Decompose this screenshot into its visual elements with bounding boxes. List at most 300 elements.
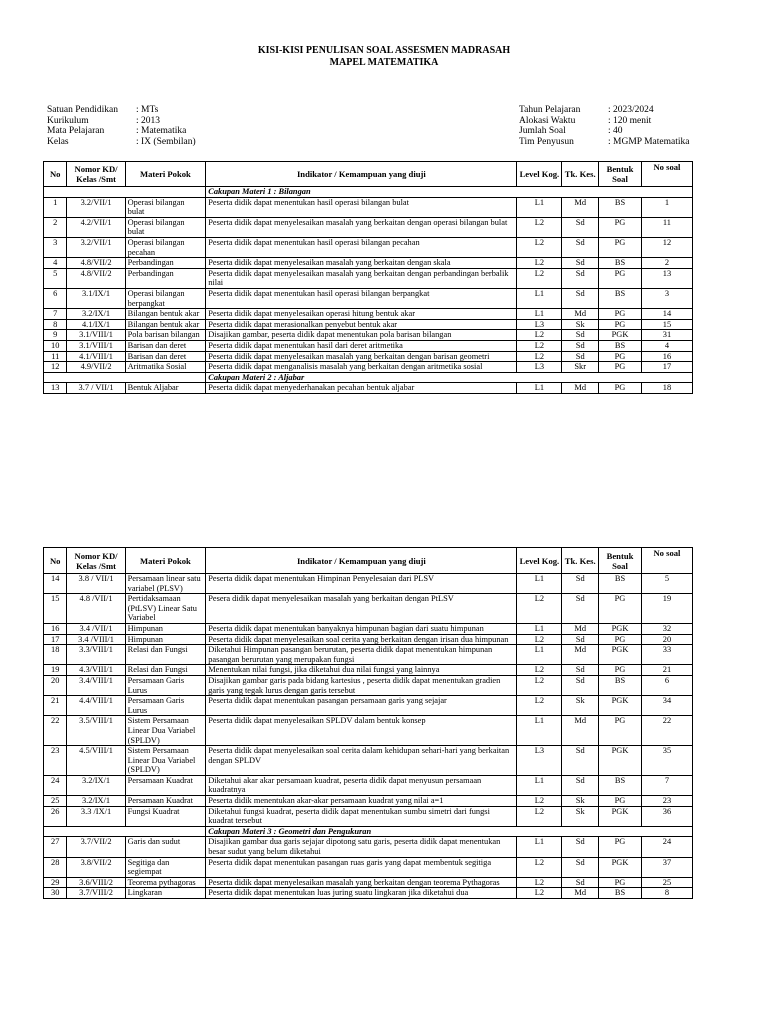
cell-level: L2 (517, 594, 562, 624)
cell-level: L1 (517, 645, 562, 665)
section-title: Cakupan Materi 2 : Aljabar (206, 372, 693, 383)
cell-materi: Persamaan Garis Lurus (125, 675, 206, 695)
cell-tk: Skr (562, 362, 599, 373)
cell-kd: 3.5/VIII/1 (67, 716, 125, 746)
info-value: : Matematika (136, 126, 187, 136)
cell-level: L1 (517, 837, 562, 857)
cell-nosoal: 23 (641, 796, 692, 807)
info-left (47, 105, 196, 147)
cell-indikator: Peserta didik dapat menyelesaikan masalah yang berkaitan dengan operasi bilangan bulat (206, 217, 517, 237)
cell-no: 26 (44, 806, 67, 826)
cell-tk: Md (562, 309, 599, 320)
cell-no: 3 (44, 237, 67, 257)
table-row (44, 330, 693, 341)
cell-no: 28 (44, 857, 67, 877)
cell-bentuk: BS (599, 197, 642, 217)
cell-tk: Sd (562, 665, 599, 676)
section-row (44, 187, 693, 198)
cell-tk: Sk (562, 696, 599, 716)
cell-level: L2 (517, 634, 562, 645)
table-row (44, 340, 693, 351)
cell-bentuk: PG (599, 594, 642, 624)
cell-bentuk: PG (599, 665, 642, 676)
cell-nosoal: 19 (641, 594, 692, 624)
cell-tk: Md (562, 888, 599, 899)
cell-materi: Operasi bilangan pecahan (125, 237, 206, 257)
cell-tk: Md (562, 716, 599, 746)
section-spacer (44, 187, 206, 198)
table-row (44, 383, 693, 394)
cell-tk: Sk (562, 806, 599, 826)
cell-nosoal: 8 (641, 888, 692, 899)
table-row (44, 237, 693, 257)
cell-kd: 3.2/IX/1 (67, 775, 125, 795)
header-bentuk: Bentuk Soal (599, 162, 642, 187)
info-value: : IX (Sembilan) (136, 136, 196, 147)
cell-indikator: Pesera didik dapat menyelesaikan masalah yang berkaitan dengan PtLSV (206, 594, 517, 624)
cell-materi: Perbandingan (125, 258, 206, 269)
cell-bentuk: PGK (599, 696, 642, 716)
cell-indikator: Peserta didik dapat menentukan hasil dari deret aritmetika (206, 340, 517, 351)
cell-indikator: Menentukan nilai fungsi, jika diketahui dua nilai fungsi yang lainnya (206, 665, 517, 676)
info-label: Mata Pelajaran (47, 126, 105, 136)
cell-bentuk: PG (599, 877, 642, 888)
table-row (44, 309, 693, 320)
cell-bentuk: PG (599, 319, 642, 330)
cell-level: L3 (517, 319, 562, 330)
table-row (44, 351, 693, 362)
cell-no: 21 (44, 696, 67, 716)
table-row (44, 857, 693, 877)
section-row (44, 826, 693, 837)
cell-kd: 3.1/IX/1 (67, 288, 125, 308)
cell-materi: Barisan dan deret (125, 351, 206, 362)
info-value: : 2013 (136, 115, 161, 126)
cell-kd: 3.1/VIII/1 (67, 340, 125, 351)
cell-level: L1 (517, 623, 562, 634)
cell-no: 9 (44, 330, 67, 341)
cell-nosoal: 5 (641, 574, 692, 594)
info-label: Kelas (47, 136, 69, 147)
cell-indikator: Diketahui akar akar persamaan kuadrat, peserta didik dapat menyusun persamaan kuadratnya (206, 775, 517, 795)
cell-indikator: Peserta didik dapat menentukan hasil operasi bilangan bulat (206, 197, 517, 217)
info-value: : 120 menit (608, 115, 652, 126)
cell-tk: Sd (562, 237, 599, 257)
cell-nosoal: 15 (641, 319, 692, 330)
info-row (47, 137, 196, 148)
cell-tk: Sd (562, 877, 599, 888)
cell-materi: Garis dan sudut (125, 837, 206, 857)
document-title: KISI-KISI PENULISAN SOAL ASSESMEN MADRASAH (257, 45, 511, 56)
cell-indikator: Peserta didik dapat menyelesaikan SPLDV dalam bentuk konsep (206, 716, 517, 746)
info-row (47, 116, 196, 127)
cell-tk: Sd (562, 857, 599, 877)
cell-kd: 3.2/VII/1 (67, 197, 125, 217)
table-row (44, 319, 693, 330)
cell-bentuk: PG (599, 351, 642, 362)
cell-tk: Sd (562, 594, 599, 624)
cell-no: 7 (44, 309, 67, 320)
section-title: Cakupan Materi 1 : Bilangan (206, 187, 693, 198)
cell-indikator: Peserta didik dapat menentukan pasangan ruas garis yang dapat membentuk segitiga (206, 857, 517, 877)
cell-tk: Md (562, 645, 599, 665)
cell-bentuk: PG (599, 796, 642, 807)
cell-materi: Barisan dan deret (125, 340, 206, 351)
cell-no: 11 (44, 351, 67, 362)
cell-level: L2 (517, 351, 562, 362)
cell-indikator: Peserta didik dapat menyelesaikan masalah yang berkaitan dengan barisan geometri (206, 351, 517, 362)
cell-bentuk: PGK (599, 645, 642, 665)
header-kd: Nomor KD/ Kelas /Smt (67, 162, 125, 187)
table-row (44, 217, 693, 237)
cell-bentuk: PG (599, 217, 642, 237)
cell-bentuk: BS (599, 888, 642, 899)
cell-tk: Sd (562, 217, 599, 237)
header-materi: Materi Pokok (125, 162, 206, 187)
cell-kd: 3.3 /IX/1 (67, 806, 125, 826)
cell-tk: Sd (562, 746, 599, 776)
cell-level: L2 (517, 696, 562, 716)
cell-nosoal: 32 (641, 623, 692, 634)
table-row (44, 197, 693, 217)
cell-bentuk: PG (599, 716, 642, 746)
cell-level: L2 (517, 330, 562, 341)
info-value: : MGMP Matematika (608, 136, 690, 147)
cell-indikator: Peserta didik dapat menentukan hasil operasi bilangan pecahan (206, 237, 517, 257)
cell-level: L2 (517, 665, 562, 676)
cell-kd: 4.4/VIII/1 (67, 696, 125, 716)
cell-level: L2 (517, 806, 562, 826)
cell-tk: Sd (562, 574, 599, 594)
cell-kd: 3.2/VII/1 (67, 237, 125, 257)
cell-level: L1 (517, 574, 562, 594)
section-spacer (44, 372, 206, 383)
cell-bentuk: PGK (599, 330, 642, 341)
cell-kd: 3.7 / VII/1 (67, 383, 125, 394)
info-right (519, 105, 689, 147)
info-value: : 40 (608, 126, 623, 136)
cell-nosoal: 22 (641, 716, 692, 746)
cell-tk: Sd (562, 268, 599, 288)
cell-indikator: Peserta didik dapat menganalisis masalah yang berkaitan dengan aritmetika sosial (206, 362, 517, 373)
cell-indikator: Peserta didik dapat menentukan luas juring suatu lingkaran jika diketahui dua (206, 888, 517, 899)
cell-indikator: Peserta didik dapat menyelesaikan masalah yang berkaitan dengan teorema Pythagoras (206, 877, 517, 888)
cell-indikator: Disajikan gambar dua garis sejajar dipotong satu garis, peserta didik dapat menentukan besar sudut yang belum diketahui (206, 837, 517, 857)
cell-materi: Pertidaksamaan (PtLSV) Linear Satu Variabel (125, 594, 206, 624)
info-row (519, 126, 689, 137)
table-row (44, 645, 693, 665)
section-title: Cakupan Materi 3 : Geometri dan Pengukuran (206, 826, 693, 837)
header-level: Level Kog. (517, 548, 562, 574)
cell-materi: Persamaan Garis Lurus (125, 696, 206, 716)
table-row (44, 796, 693, 807)
table-header-row (44, 162, 693, 187)
cell-tk: Md (562, 383, 599, 394)
cell-no: 23 (44, 746, 67, 776)
cell-indikator: Peserta didik dapat menentukan Himpinan Penyelesaian dari PLSV (206, 574, 517, 594)
cell-bentuk: BS (599, 675, 642, 695)
cell-tk: Sd (562, 330, 599, 341)
cell-materi: Pola barisan bilangan (125, 330, 206, 341)
cell-no: 16 (44, 623, 67, 634)
cell-kd: 3.8/VII/2 (67, 857, 125, 877)
cell-nosoal: 4 (641, 340, 692, 351)
cell-indikator: Disajikan gambar, peserta didik dapat menentukan pola barisan bilangan (206, 330, 517, 341)
cell-no: 8 (44, 319, 67, 330)
cell-level: L1 (517, 383, 562, 394)
cell-materi: Segitiga dan segiempat (125, 857, 206, 877)
cell-tk: Sd (562, 634, 599, 645)
header-nosoal: No soal (641, 162, 692, 187)
cell-no: 17 (44, 634, 67, 645)
cell-bentuk: PG (599, 309, 642, 320)
cell-no: 6 (44, 288, 67, 308)
cell-level: L2 (517, 217, 562, 237)
cell-bentuk: PGK (599, 623, 642, 634)
cell-bentuk: PG (599, 837, 642, 857)
cell-level: L2 (517, 888, 562, 899)
cell-bentuk: BS (599, 288, 642, 308)
cell-level: L1 (517, 197, 562, 217)
document-subtitle: MAPEL MATEMATIKA (329, 57, 439, 68)
cell-indikator: Peserta didik dapat menyederhanakan pecahan bentuk aljabar (206, 383, 517, 394)
cell-level: L2 (517, 268, 562, 288)
cell-kd: 3.4/VIII/1 (67, 675, 125, 695)
cell-bentuk: BS (599, 340, 642, 351)
cell-tk: Sd (562, 258, 599, 269)
cell-bentuk: BS (599, 574, 642, 594)
cell-nosoal: 36 (641, 806, 692, 826)
cell-nosoal: 31 (641, 330, 692, 341)
cell-level: L1 (517, 309, 562, 320)
section-row (44, 372, 693, 383)
cell-bentuk: PGK (599, 746, 642, 776)
cell-materi: Operasi bilangan berpangkat (125, 288, 206, 308)
info-label: Alokasi Waktu (519, 115, 576, 126)
cell-nosoal: 35 (641, 746, 692, 776)
cell-materi: Aritmatika Sosial (125, 362, 206, 373)
table-row (44, 716, 693, 746)
cell-no: 29 (44, 877, 67, 888)
cell-tk: Sk (562, 319, 599, 330)
info-row (47, 126, 196, 137)
cell-bentuk: PG (599, 362, 642, 373)
cell-no: 4 (44, 258, 67, 269)
cell-indikator: Disajikan gambar garis pada bidang kartesius , peserta didik dapat menentukan gradien garis yang tegak lurus dengan garis tersebut (206, 675, 517, 695)
cell-materi: Perbandingan (125, 268, 206, 288)
cell-nosoal: 6 (641, 675, 692, 695)
cell-bentuk: PG (599, 383, 642, 394)
info-value: : 2023/2024 (608, 105, 654, 115)
cell-indikator: Peserta didik dapat menyelesaikan operasi hitung bentuk akar (206, 309, 517, 320)
cell-level: L2 (517, 857, 562, 877)
cell-bentuk: PG (599, 268, 642, 288)
cell-bentuk: PG (599, 237, 642, 257)
info-label: Jumlah Soal (519, 126, 566, 136)
cell-tk: Sk (562, 796, 599, 807)
header-indikator: Indikator / Kemampuan yang diuji (206, 548, 517, 574)
cell-no: 25 (44, 796, 67, 807)
cell-no: 12 (44, 362, 67, 373)
table-row (44, 775, 693, 795)
cell-no: 24 (44, 775, 67, 795)
header-bentuk: Bentuk Soal (599, 548, 642, 574)
cell-no: 15 (44, 594, 67, 624)
cell-indikator: Peserta didik menentukan akar-akar persamaan kuadrat yang nilai a=1 (206, 796, 517, 807)
table-row (44, 665, 693, 676)
cell-kd: 4.2/VII/1 (67, 217, 125, 237)
cell-nosoal: 16 (641, 351, 692, 362)
cell-nosoal: 20 (641, 634, 692, 645)
info-label: Tim Penyusun (519, 136, 574, 147)
cell-tk: Sd (562, 837, 599, 857)
cell-kd: 3.6/VIII/2 (67, 877, 125, 888)
cell-indikator: Peserta didik dapat menyelesaikan masalah yang berkaitan dengan perbandingan berbalik nilai (206, 268, 517, 288)
cell-nosoal: 25 (641, 877, 692, 888)
cell-no: 10 (44, 340, 67, 351)
cell-nosoal: 13 (641, 268, 692, 288)
cell-level: L1 (517, 716, 562, 746)
cell-bentuk: BS (599, 258, 642, 269)
cell-kd: 4.8/VII/2 (67, 258, 125, 269)
cell-materi: Himpunan (125, 623, 206, 634)
table-row (44, 268, 693, 288)
cell-kd: 4.8/VII/2 (67, 268, 125, 288)
cell-nosoal: 3 (641, 288, 692, 308)
cell-nosoal: 17 (641, 362, 692, 373)
cell-level: L2 (517, 796, 562, 807)
cell-indikator: Peserta didik dapat menentukan banyaknya himpunan bagian dari suatu himpunan (206, 623, 517, 634)
table-row (44, 623, 693, 634)
cell-kd: 3.8 / VII/1 (67, 574, 125, 594)
cell-tk: Sd (562, 675, 599, 695)
cell-nosoal: 2 (641, 258, 692, 269)
table-row (44, 362, 693, 373)
cell-indikator: Peserta didik dapat menentukan pasangan persamaan garis yang sejajar (206, 696, 517, 716)
cell-materi: Operasi bilangan bulat (125, 217, 206, 237)
table-row (44, 574, 693, 594)
info-row (519, 116, 689, 127)
cell-no: 14 (44, 574, 67, 594)
cell-no: 2 (44, 217, 67, 237)
table-row (44, 634, 693, 645)
header-kd: Nomor KD/ Kelas /Smt (67, 548, 125, 574)
table-row (44, 888, 693, 899)
cell-nosoal: 21 (641, 665, 692, 676)
cell-nosoal: 34 (641, 696, 692, 716)
cell-materi: Relasi dan Fungsi (125, 645, 206, 665)
cell-kd: 3.7/VIII/2 (67, 888, 125, 899)
cell-no: 22 (44, 716, 67, 746)
cell-materi: Relasi dan Fungsi (125, 665, 206, 676)
cell-materi: Teorema pythagoras (125, 877, 206, 888)
cell-kd: 3.2/IX/1 (67, 309, 125, 320)
cell-tk: Sd (562, 775, 599, 795)
table-header-row (44, 548, 693, 574)
cell-kd: 4.1/IX/1 (67, 319, 125, 330)
cell-kd: 3.7/VII/2 (67, 837, 125, 857)
cell-materi: Bilangan bentuk akar (125, 319, 206, 330)
header-tk: Tk. Kes. (562, 548, 599, 574)
cell-nosoal: 37 (641, 857, 692, 877)
cell-materi: Sistem Persamaan Linear Dua Variabel (SPLDV) (125, 746, 206, 776)
table-row (44, 806, 693, 826)
cell-nosoal: 33 (641, 645, 692, 665)
cell-kd: 4.3/VIII/1 (67, 665, 125, 676)
cell-bentuk: BS (599, 775, 642, 795)
cell-tk: Md (562, 197, 599, 217)
cell-tk: Sd (562, 351, 599, 362)
cell-indikator: Peserta didik dapat menyelesaikan soal cerita yang berkaitan dengan irisan dua himpunan (206, 634, 517, 645)
cell-bentuk: PG (599, 634, 642, 645)
cell-materi: Persamaan Kuadrat (125, 775, 206, 795)
cell-kd: 3.1/VIII/1 (67, 330, 125, 341)
info-row (519, 137, 689, 148)
table-row (44, 746, 693, 776)
cell-nosoal: 12 (641, 237, 692, 257)
table-row (44, 696, 693, 716)
cell-bentuk: PGK (599, 857, 642, 877)
header-level: Level Kog. (517, 162, 562, 187)
cell-indikator: Peserta didik dapat menentukan hasil operasi bilangan berpangkat (206, 288, 517, 308)
cell-kd: 3.2/IX/1 (67, 796, 125, 807)
cell-materi: Operasi bilangan bulat (125, 197, 206, 217)
cell-level: L1 (517, 775, 562, 795)
cell-materi: Fungsi Kuadrat (125, 806, 206, 826)
cell-level: L2 (517, 877, 562, 888)
info-label: Satuan Pendidikan (47, 105, 118, 115)
header-no: No (44, 548, 67, 574)
table-row (44, 258, 693, 269)
cell-materi: Persamaan Kuadrat (125, 796, 206, 807)
cell-kd: 4.9/VII/2 (67, 362, 125, 373)
cell-bentuk: PGK (599, 806, 642, 826)
cell-tk: Sd (562, 288, 599, 308)
table-row (44, 877, 693, 888)
cell-no: 30 (44, 888, 67, 899)
cell-nosoal: 14 (641, 309, 692, 320)
kisi-table-2 (43, 547, 693, 899)
cell-tk: Sd (562, 340, 599, 351)
cell-indikator: Diketahui fungsi kuadrat, peserta didik dapat menentukan sumbu simetri dari fungsi kuadrat tersebut (206, 806, 517, 826)
table-row (44, 594, 693, 624)
cell-nosoal: 18 (641, 383, 692, 394)
cell-level: L2 (517, 258, 562, 269)
cell-no: 5 (44, 268, 67, 288)
cell-kd: 4.5/VIII/1 (67, 746, 125, 776)
cell-materi: Sistem Persamaan Linear Dua Variabel (SPLDV) (125, 716, 206, 746)
cell-level: L2 (517, 237, 562, 257)
cell-indikator: Diketahui Himpunan pasangan berurutan, peserta didik dapat menentukan himpunan pasangan berurutan yang merupakan fungsi (206, 645, 517, 665)
header-materi: Materi Pokok (125, 548, 206, 574)
cell-materi: Bentuk Aljabar (125, 383, 206, 394)
cell-nosoal: 1 (641, 197, 692, 217)
cell-nosoal: 7 (641, 775, 692, 795)
table-row (44, 837, 693, 857)
cell-no: 1 (44, 197, 67, 217)
cell-indikator: Peserta didik dapat menyelesaikan soal cerita dalam kehidupan sehari-hari yang berkaitan dengan SPLDV (206, 746, 517, 776)
cell-no: 13 (44, 383, 67, 394)
cell-kd: 3.3/VIII/1 (67, 645, 125, 665)
table-row (44, 288, 693, 308)
cell-level: L1 (517, 288, 562, 308)
cell-materi: Lingkaran (125, 888, 206, 899)
cell-kd: 3.4 /VII/1 (67, 623, 125, 634)
header-nosoal: No soal (641, 548, 692, 574)
cell-level: L2 (517, 675, 562, 695)
cell-level: L3 (517, 746, 562, 776)
cell-no: 27 (44, 837, 67, 857)
